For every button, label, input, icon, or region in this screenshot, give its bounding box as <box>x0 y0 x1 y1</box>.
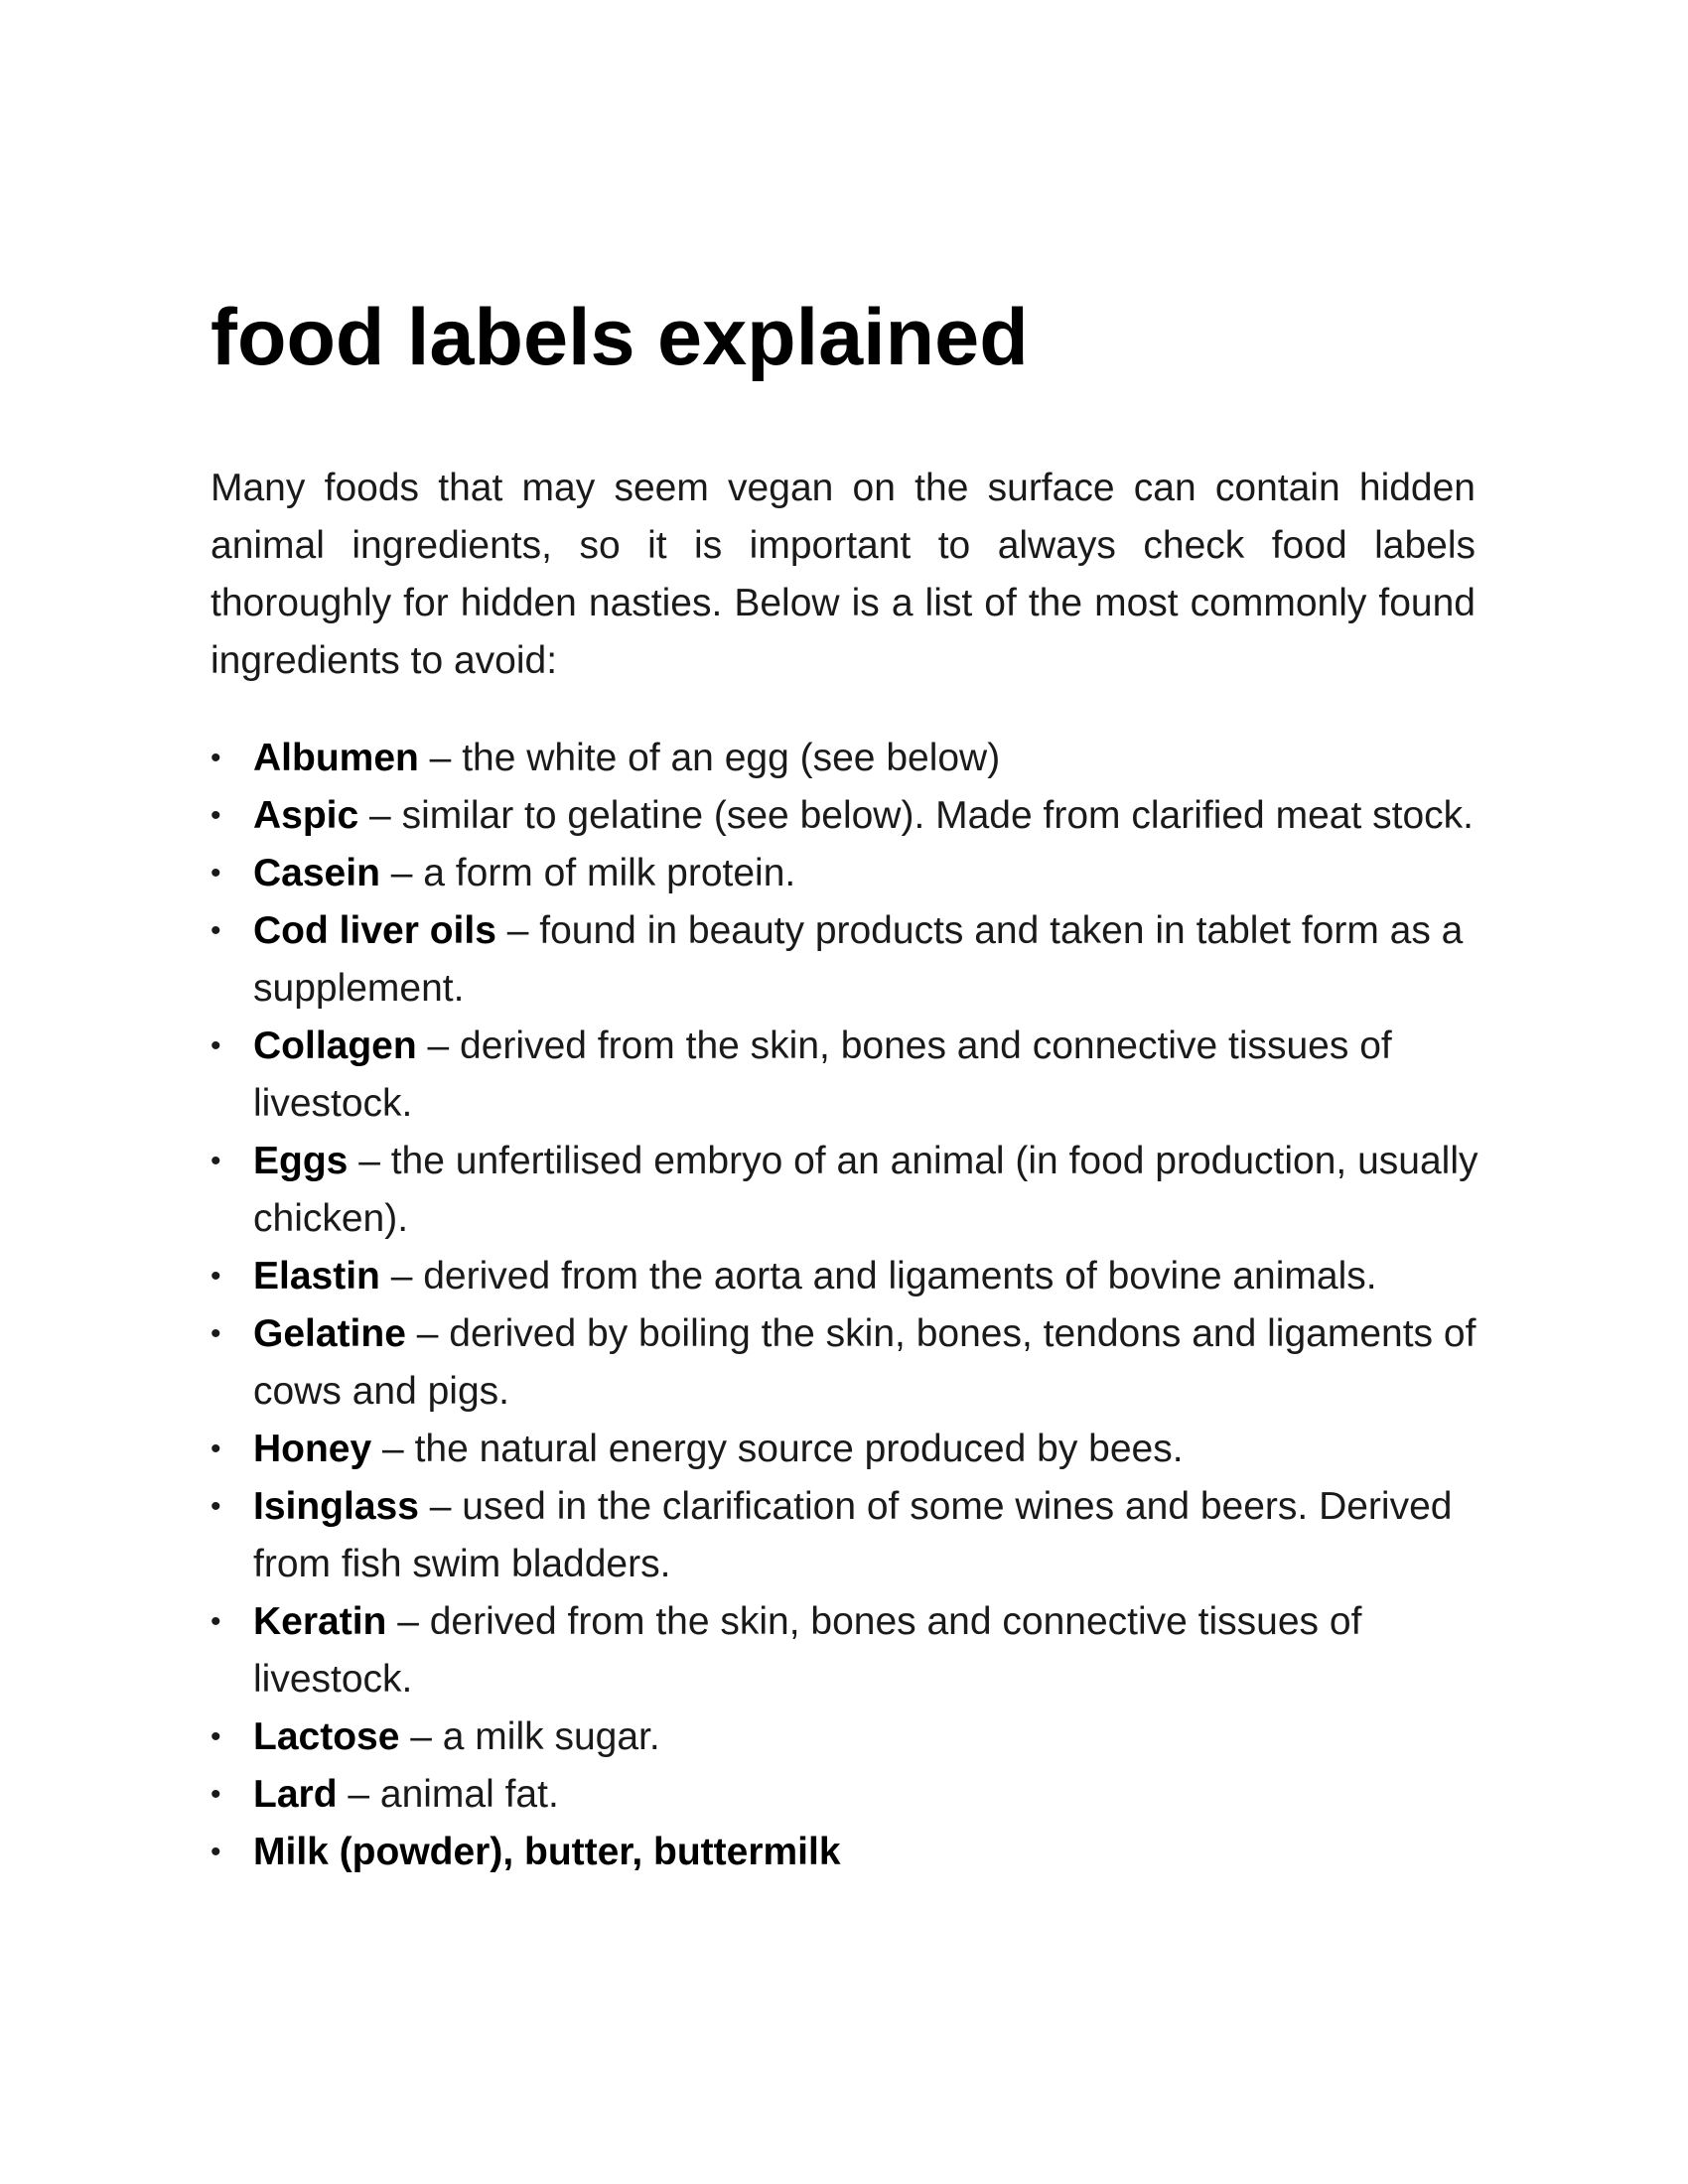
list-item <box>211 1593 1484 1708</box>
bullet-icon: • <box>211 1778 221 1811</box>
ingredient-description: – animal fat. <box>337 1773 559 1816</box>
ingredient-term: Honey <box>253 1428 372 1470</box>
bullet-icon: • <box>211 1720 221 1753</box>
ingredient-term: Eggs <box>253 1140 349 1182</box>
document-page <box>211 293 1478 1881</box>
ingredient-term: Casein <box>253 852 380 894</box>
ingredient-description: – similar to gelatine (see below). Made from clarified meat stock. <box>358 794 1474 837</box>
ingredient-description: – found in beauty products and taken in tablet form as a supplement. <box>253 909 1464 1010</box>
ingredient-term: Elastin <box>253 1255 380 1297</box>
intro-paragraph: Many foods that may seem vegan on the surface can contain hidden animal ingredients, so it is important to always check food labels thoroughly for hidden nasties. Below is a list of the most commonly found ingredients to avoid: <box>211 467 1476 682</box>
list-item <box>211 902 1484 1018</box>
ingredient-description: – the natural energy source produced by bees. <box>371 1428 1184 1470</box>
bullet-icon: • <box>211 914 221 947</box>
ingredient-description: – the unfertilised embryo of an animal (in food production, usually chicken). <box>253 1140 1478 1240</box>
bullet-icon: • <box>211 1490 221 1523</box>
ingredient-description: – derived from the skin, bones and connective tissues of livestock. <box>253 1600 1362 1701</box>
ingredient-term: Keratin <box>253 1600 387 1643</box>
ingredient-term: Aspic <box>253 794 359 837</box>
list-item <box>211 1824 1484 1881</box>
list-item <box>211 1421 1484 1478</box>
ingredient-term: Collagen <box>253 1024 417 1067</box>
list-item <box>211 787 1484 845</box>
bullet-icon: • <box>211 742 221 774</box>
ingredient-description: – derived by boiling the skin, bones, tendons and ligaments of cows and pigs. <box>253 1312 1477 1413</box>
ingredient-term: Isinglass <box>253 1485 419 1528</box>
bullet-icon: • <box>211 1836 221 1868</box>
bullet-icon: • <box>211 1029 221 1062</box>
bullet-icon: • <box>211 1605 221 1638</box>
ingredient-term: Albumen <box>253 737 419 779</box>
ingredient-term: Cod liver oils <box>253 909 496 952</box>
ingredient-description: – derived from the aorta and ligaments of bovine animals. <box>379 1255 1377 1297</box>
list-item <box>211 1018 1484 1133</box>
list-item <box>211 1708 1484 1766</box>
ingredient-term: Milk (powder), butter, buttermilk <box>253 1831 841 1873</box>
ingredient-description: – derived from the skin, bones and connective tissues of livestock. <box>253 1024 1392 1125</box>
bullet-icon: • <box>211 1260 221 1293</box>
bullet-icon: • <box>211 1145 221 1177</box>
list-item <box>211 1478 1484 1593</box>
ingredient-description: – a form of milk protein. <box>379 852 796 894</box>
list-item <box>211 730 1484 787</box>
ingredient-description: – a milk sugar. <box>399 1715 660 1758</box>
list-item <box>211 1248 1484 1305</box>
ingredient-description: – used in the clarification of some wines and beers. Derived from fish swim bladders. <box>253 1485 1453 1585</box>
bullet-icon: • <box>211 857 221 889</box>
ingredient-term: Lard <box>253 1773 338 1816</box>
list-item <box>211 845 1484 902</box>
list-item <box>211 1305 1484 1421</box>
bullet-icon: • <box>211 1317 221 1350</box>
ingredient-list <box>211 730 1476 1881</box>
ingredient-description: – the white of an egg (see below) <box>418 737 1001 779</box>
list-item <box>211 1766 1484 1824</box>
ingredient-term: Gelatine <box>253 1312 406 1355</box>
ingredient-term: Lactose <box>253 1715 400 1758</box>
bullet-icon: • <box>211 1433 221 1465</box>
page-title: food labels explained <box>211 293 1029 382</box>
bullet-icon: • <box>211 799 221 832</box>
list-item <box>211 1133 1484 1248</box>
